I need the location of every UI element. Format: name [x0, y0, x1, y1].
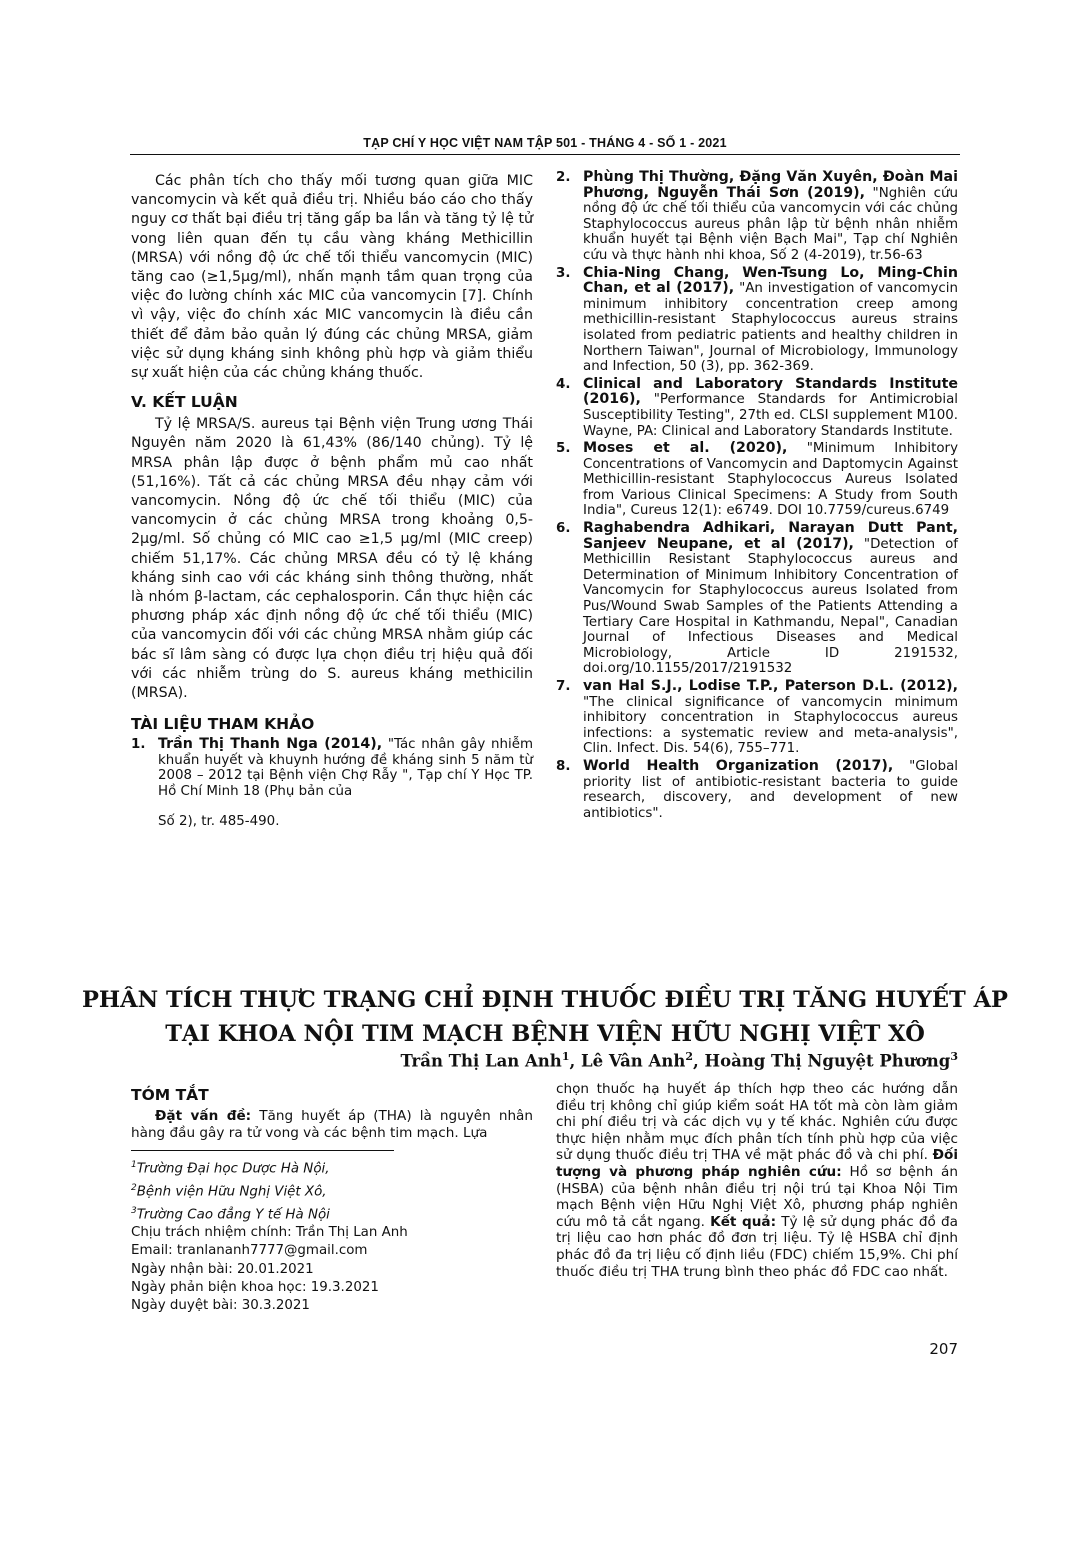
page-number: 207 [929, 1340, 958, 1358]
reference-text: "An investigation of vancomycin minimum inhibitory concentration creep among methicillin-resistant Staphylococcus aureus strains isolated from pediatric patients and healthy children in Northern Taiwan", Journal of Microbiology, Immunology and Infection, 50 (3), pp. 362-369. [583, 281, 958, 375]
reference-list-left [131, 737, 533, 829]
results-text: Tỷ lệ sử dụng phác đồ đa trị liệu cao hơn phác đồ đơn trị liệu. Tỷ lệ HSBA chỉ định phác đồ đa trị liệu cố định liều (FDC) chiếm 15,9%. Chi phí thuốc điều trị THA trung bình theo phác đồ FDC cao nhất. [556, 1213, 958, 1280]
abstract-lead [131, 1108, 533, 1141]
intro-paragraph: Các phân tích cho thấy mối tương quan giữa MIC vancomycin và kết quả điều trị. Nhiều báo cáo cho thấy nguy cơ thất bại điều trị tăng gấp ba lần và tăng tỷ lệ tử vong liên quan đến tụ cầu vàng kháng Methicillin (MRSA) với nồng độ ức chế tối thiểu vancomycin (MIC) tăng cao (≥1,5µg/ml), nhấn mạnh tầm quan trọng của việc đo lường chính xác MIC của vancomycin [7]. Chính vì vậy, việc đo chính xác MIC vancomycin là điều cần thiết để đảm bảo quản lý đúng các chủng MRSA, giảm việc sử dụng kháng sinh không phù hợp và giảm thiểu sự xuất hiện của các chủng kháng thuốc. [131, 173, 533, 382]
footnotes [131, 1156, 533, 1315]
reference-text: "Detection of Methicillin Resistant Staphylococcus aureus and Determination of Minimum Inhibitory Concentration of Vancomycin for Staphylococcus aureus Isolated from Pus/Wound Swab Samples of the Patients Attending a Tertiary Care Hospital in Kathmandu, Nepal", Canadian Journal of Infectious Diseases and Medical Microbiology, Article ID 2191532, doi.org/10.1155/2017/2191532 [583, 536, 958, 677]
reference-number: 8. [556, 758, 571, 774]
reference-number: 6. [556, 521, 571, 537]
methods-label: Đối tượng và phương pháp nghiên cứu: [556, 1147, 958, 1180]
affiliation-2 [131, 1179, 533, 1202]
reference-item [556, 377, 958, 439]
reference-authors: Raghabendra Adhikari, Narayan Dutt Pant, Sanjeev Neupane, et al (2017), [583, 520, 958, 552]
reference-item [556, 521, 958, 677]
reference-item [131, 737, 533, 829]
reference-number: 2. [556, 170, 571, 185]
author-separator: , [569, 1051, 581, 1071]
reference-number: 7. [556, 679, 571, 694]
reference-text: "The clinical significance of vancomycin minimum inhibitory concentration in Staphylococcus aureus infections: a systematic review and meta-analysis", Clin. Infect. Dis. 54(6), 755–771. [583, 694, 958, 757]
author-affiliation-mark: 3 [950, 1050, 958, 1063]
left-column-bottom [131, 1086, 533, 1315]
header-rule [130, 154, 960, 155]
reference-text: "Global priority list of antibiotic-resistant bacteria to guide research, discovery, and development of new antibiotics". [583, 758, 958, 821]
references-heading: TÀI LIỆU THAM KHẢO [131, 715, 315, 734]
methods-text: Hồ sơ bệnh án (HSBA) của bệnh nhân điều trị nội trú tại Khoa Nội Tim mạch Bệnh viện Hữu Nghị Việt Xô, phương pháp nghiên cứu mô tả cắt ngang. [556, 1163, 958, 1230]
reference-authors: Moses et al. (2020), [583, 440, 788, 457]
affiliation-mark: 1 [131, 1160, 137, 1171]
author-name: Trần Thị Lan Anh [400, 1051, 562, 1071]
reference-number: 4. [556, 376, 571, 392]
summary-heading: TÓM TẮT [131, 1086, 209, 1104]
reference-text: "Tác nhân gây nhiễm khuẩn huyết và khuynh hướng đề kháng sinh 5 năm từ 2008 – 2012 tại Bệnh viện Chợ Rẫy ", Tạp chí Y Học TP. Hồ Chí Minh 18 (Phụ bản của [158, 737, 533, 800]
abstract-lead-text: Tăng huyết áp (THA) là nguyên nhân hàng đầu gây ra tử vong và các bệnh tim mạch. Lựa [131, 1108, 534, 1141]
affiliation-text: Trường Đại học Dược Hà Nội, [136, 1161, 330, 1177]
journal-header: TẠP CHÍ Y HỌC VIỆT NAM TẬP 501 - THÁNG 4 - SỐ 1 - 2021 [363, 136, 727, 150]
author-affiliation-mark: 1 [561, 1050, 570, 1063]
right-column-bottom [556, 1081, 958, 1280]
reference-list-right [556, 170, 958, 821]
reviewed-date: Ngày phản biện khoa học: 19.3.2021 [131, 1279, 379, 1295]
reference-text-continued: Số 2), tr. 485-490. [158, 813, 280, 829]
affiliation-mark: 3 [131, 1205, 137, 1216]
reference-authors: World Health Organization (2017), [583, 757, 894, 774]
reference-number: 3. [556, 265, 571, 281]
affiliation-1 [131, 1156, 533, 1179]
reference-text: "Minimum Inhibitory Concentrations of Vancomycin and Daptomycin Against Methicillin-resistant Staphylococcus Aureus Isolated from Various Clinical Specimens: A Study from South India", Cureus 12(1): e6749. DOI 10.7759/cureus.6749 [583, 441, 958, 519]
author-affiliation-mark: 2 [685, 1050, 693, 1063]
affiliation-mark: 2 [131, 1182, 137, 1193]
right-column-top [556, 170, 958, 823]
reference-item [556, 441, 958, 519]
reference-authors: Trần Thị Thanh Nga (2014), [158, 736, 383, 753]
conclusion-heading: V. KẾT LUẬN [131, 393, 238, 412]
reference-item [556, 759, 958, 821]
reference-item [556, 266, 958, 375]
contact-email: Email: tranlananh7777@gmail.com [131, 1243, 368, 1259]
conclusion-paragraph: Tỷ lệ MRSA/S. aureus tại Bệnh viện Trung ương Thái Nguyên năm 2020 là 61,43% (86/140 chủng). Tỷ lệ MRSA phân lập được ở bệnh phẩm mủ cao nhất (51,16%). Tất cả các chủng MRSA đều nhạy cảm với vancomycin. Nồng độ ức chế tối thiểu (MIC) của vancomycin ở các chủng MRSA trong khoảng 0,5-2µg/ml. Số chủng có MIC cao ≥1,5 µg/ml (MIC creep) chiếm 51,17%. Các chủng MRSA đều có tỷ lệ kháng kháng sinh cao với các kháng sinh thông thường, nhất là nhóm β-lactam, các cephalosporin. Cần thực hiện các phương pháp xác định nồng độ ức chế tối thiểu (MIC) của vancomycin đối với các chủng MRSA nhằm giúp các bác sĩ lâm sàng có được lựa chọn điều trị hiệu quả đối với các nhiễm trùng do S. aureus kháng methicilin (MRSA). [131, 416, 533, 702]
article-title [80, 983, 1010, 1051]
reference-text: "Nghiên cứu nồng độ ức chế tối thiểu của vancomycin với các chủng Staphylococcus aureus phân lập từ bệnh nhân nhiễm khuẩn huyết tại Bệnh viện Bạch Mai", Tạp chí Nghiên cứu và thực hành nhi khoa, Số 2 (4-2019), tr.56-63 [583, 185, 958, 263]
responsible-author: Chịu trách nhiệm chính: Trần Thị Lan Anh [131, 1225, 408, 1241]
results-label: Kết quả: [710, 1213, 777, 1230]
article-authors [400, 1050, 958, 1071]
received-date: Ngày nhận bài: 20.01.2021 [131, 1261, 314, 1277]
footnote-rule [131, 1150, 394, 1151]
reference-authors: Chia-Ning Chang, Wen-Tsung Lo, Ming-Chin Chan, et al (2017), [583, 264, 958, 297]
reference-text: "Performance Standards for Antimicrobial Susceptibility Testing", 27th ed. CLSI supplement M100. Wayne, PA: Clinical and Laboratory Standards Institute. [583, 392, 958, 439]
article-title-line-1: PHÂN TÍCH THỰC TRẠNG CHỈ ĐỊNH THUỐC ĐIỀU TRỊ TĂNG HUYẾT ÁP [82, 987, 1008, 1013]
reference-number: 1. [131, 737, 146, 753]
affiliation-text: Trường Cao đẳng Y tế Hà Nội [136, 1207, 330, 1222]
reference-authors: van Hal S.J., Lodise T.P., Paterson D.L. (2012), [583, 678, 958, 694]
reference-item [556, 679, 958, 757]
reference-item [556, 170, 958, 264]
reference-authors: Clinical and Laboratory Standards Institute (2016), [583, 375, 958, 408]
author-name: Lê Vân Anh [580, 1051, 686, 1071]
author-separator: , [692, 1051, 705, 1071]
abstract-continued [556, 1081, 958, 1280]
affiliation-text: Bệnh viện Hữu Nghị Việt Xô, [136, 1184, 327, 1200]
article-title-line-2: TẠI KHOA NỘI TIM MẠCH BỆNH VIỆN HỮU NGHỊ VIỆT XÔ [165, 1021, 925, 1047]
author-name: Hoàng Thị Nguyệt Phương [704, 1051, 951, 1071]
reference-number: 5. [556, 441, 571, 457]
affiliation-3 [131, 1202, 533, 1225]
abstract-lead-label: Đặt vấn đề: [155, 1108, 252, 1124]
approved-date: Ngày duyệt bài: 30.3.2021 [131, 1298, 310, 1314]
left-column-top [131, 172, 533, 831]
reference-authors: Phùng Thị Thường, Đặng Văn Xuyên, Đoàn Mai Phương, Nguyễn Thái Sơn (2019), [583, 169, 958, 201]
abstract-text: chọn thuốc hạ huyết áp thích hợp theo các hướng dẫn điều trị không chỉ giúp kiểm soát HA tốt mà còn làm giảm chi phí điều trị và các dịch vụ y tế khác. Nghiên cứu được thực hiện nhằm mục đích phân tích tính phù hợp của việc sử dụng thuốc điều trị THA về mặt phác đồ và chi phí. [556, 1081, 958, 1164]
